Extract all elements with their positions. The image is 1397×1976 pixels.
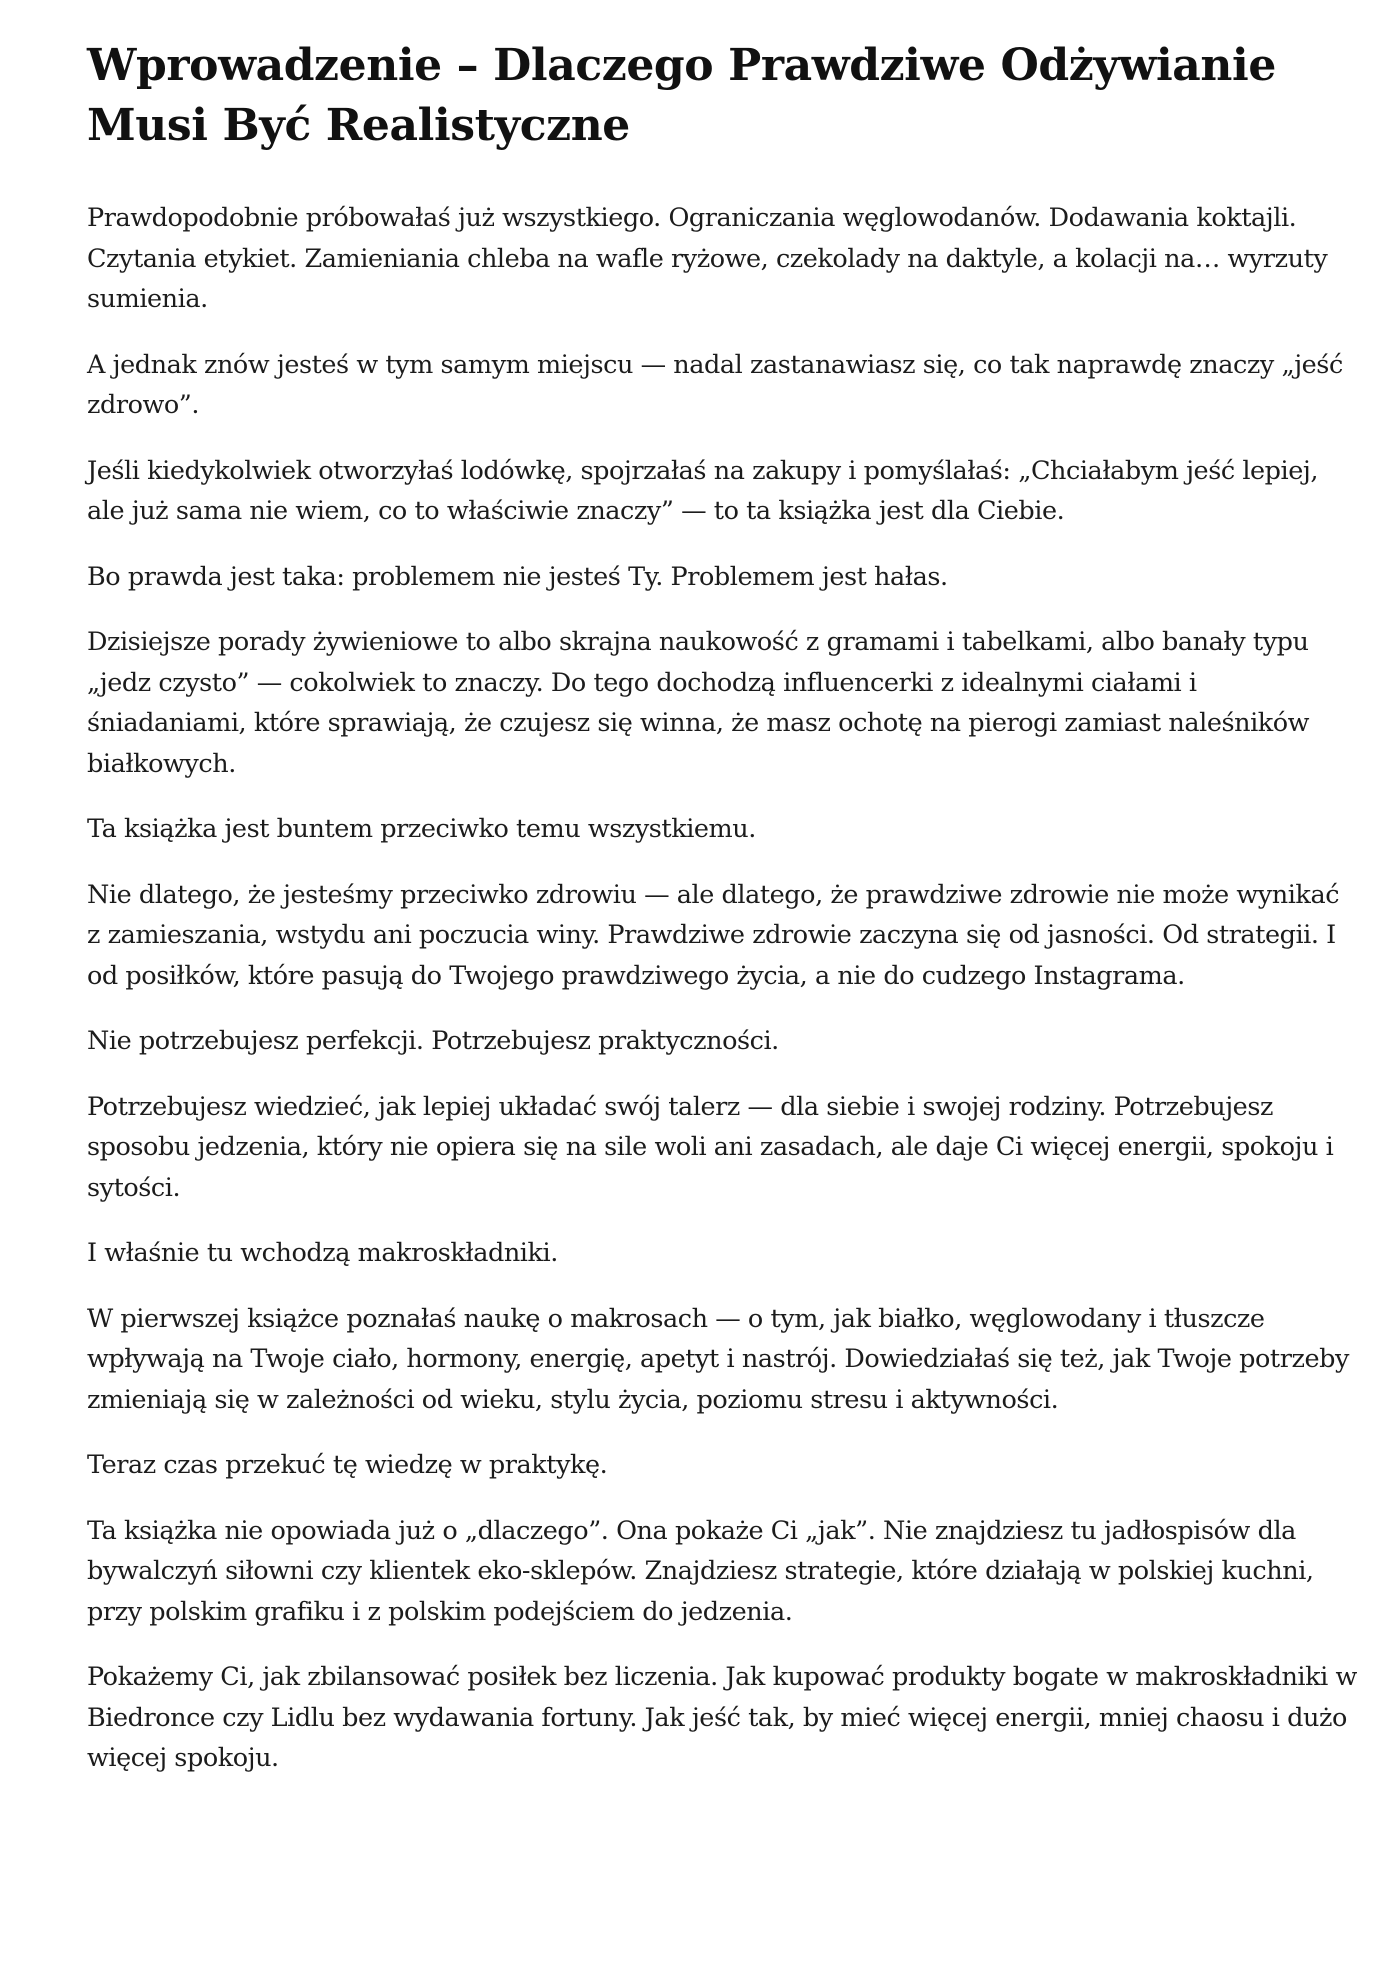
page-title: Wprowadzenie – Dlaczego Prawdziwe Odżywianie Musi Być Realistyczne (87, 40, 1276, 151)
paragraph: Bo prawda jest taka: problemem nie jesteś Ty. Problemem jest hałas. (87, 561, 948, 592)
paragraph: W pierwszej książce poznałaś naukę o makrosach — o tym, jak białko, węglowodany i tłuszcze wpływają na Twoje ciało, hormony, energię, apetyt i nastrój. Dowiedziałaś się też, jak Twoje potrzeby zmieniają się w zależności od wieku, stylu życia, poziomu stresu i aktywności. (87, 1303, 1349, 1415)
paragraph: Nie dlatego, że jesteśmy przeciwko zdrowiu — ale dlatego, że prawdziwe zdrowie nie może wynikać z zamieszania, wstydu ani poczucia winy. Prawdziwe zdrowie zaczyna się od jasności. Od strategii. I od posiłków, które pasują do Twojego prawdziwego życia, a nie do cudzego Instagrama. (87, 879, 1340, 991)
paragraph: A jednak znów jesteś w tym samym miejscu — nadal zastanawiasz się, co tak naprawdę znaczy „jeść zdrowo”. (87, 349, 1343, 420)
paragraph: I właśnie tu wchodzą makroskładniki. (87, 1238, 558, 1268)
document-page (87, 36, 1357, 1804)
paragraph: Pokażemy Ci, jak zbilansować posiłek bez liczenia. Jak kupować produkty bogate w makroskładniki w Biedronce czy Lidlu bez wydawania fortuny. Jak jeść tak, by mieć więcej energii, mniej chaosu i dużo więcej spokoju. (87, 1662, 1357, 1773)
paragraph: Ta książka jest buntem przeciwko temu wszystkiemu. (87, 814, 756, 844)
paragraph: Nie potrzebujesz perfekcji. Potrzebujesz praktyczności. (87, 1026, 779, 1056)
paragraph: Prawdopodobnie próbowałaś już wszystkiego. Ograniczania węglowodanów. Dodawania koktajli. Czytania etykiet. Zamieniania chleba na wafle ryżowe, czekolady na daktyle, a kolacji na… wyrzuty sumienia. (87, 203, 1328, 314)
paragraph: Teraz czas przekuć tę wiedzę w praktykę. (87, 1450, 608, 1480)
paragraph: Dzisiejsze porady żywieniowe to albo skrajna naukowość z gramami i tabelkami, albo banały typu „jedz czysto” — cokolwiek to znaczy. Do tego dochodzą influencerki z idealnymi ciałami i śniadaniami, które sprawiają, że czujesz się winna, że masz ochotę na pierogi zamiast naleśników białkowych. (87, 627, 1310, 779)
paragraph: Potrzebujesz wiedzieć, jak lepiej układać swój talerz — dla siebie i swojej rodziny. Potrzebujesz sposobu jedzenia, który nie opiera się na sile woli ani zasadach, ale daje Ci więcej energii, spokoju i sytości. (87, 1091, 1334, 1203)
paragraph: Ta książka nie opowiada już o „dlaczego”. Ona pokaże Ci „jak”. Nie znajdziesz tu jadłospisów dla bywalczyń siłowni czy klientek eko-sklepów. Znajdziesz strategie, które działają w polskiej kuchni, przy polskim grafiku i z polskim podejściem do jedzenia. (87, 1515, 1314, 1627)
paragraph: Jeśli kiedykolwiek otworzyłaś lodówkę, spojrzałaś na zakupy i pomyślałaś: „Chciałabym jeść lepiej, ale już sama nie wiem, co to właściwie znaczy” — to ta książka jest dla Ciebie. (87, 455, 1318, 526)
